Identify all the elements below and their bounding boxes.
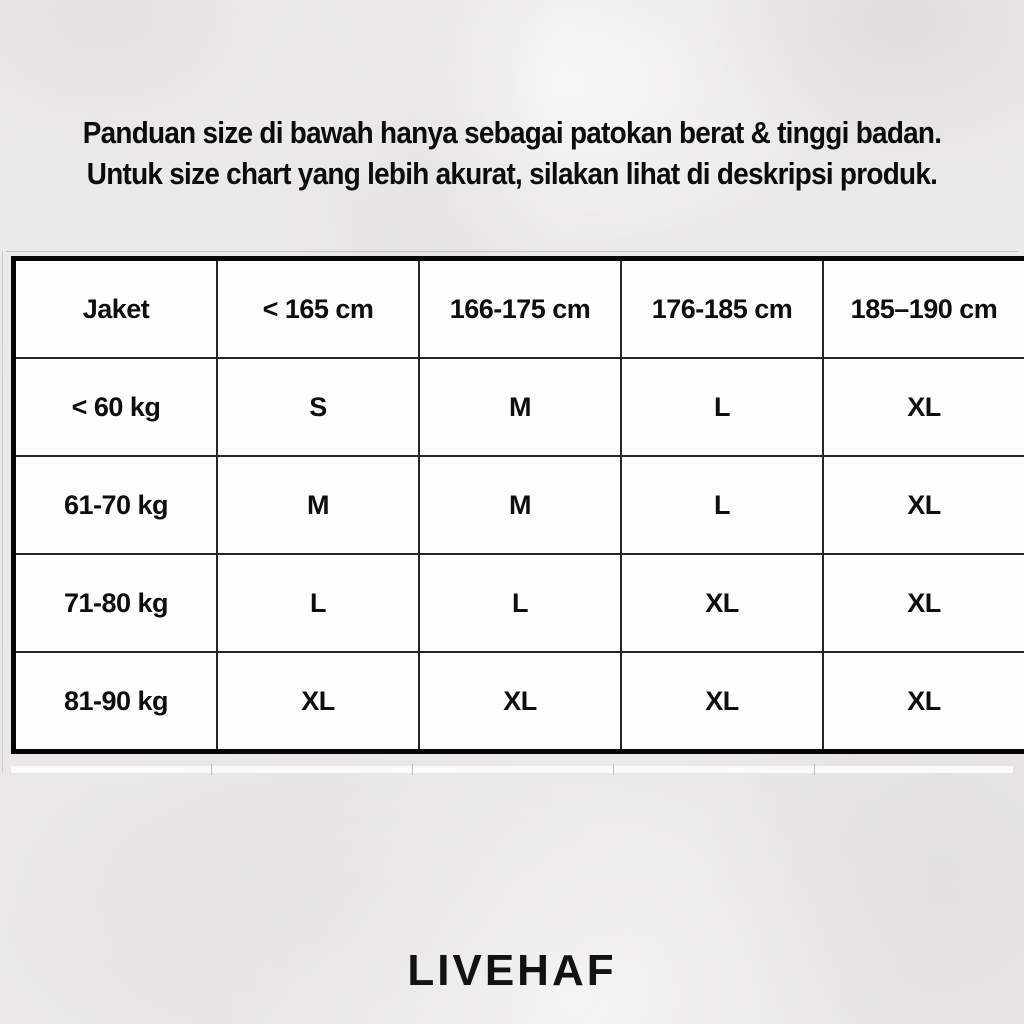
brand-logo-text: LIVEHAF: [407, 946, 617, 995]
notice-line-1: Panduan size di bawah hanya sebagai patokan berat & tinggi badan.: [82, 115, 942, 150]
size-chart-table: [11, 256, 1024, 754]
header-cell-height-2: 166-175 cm: [419, 259, 621, 359]
row-label-weight: < 60 kg: [14, 358, 218, 456]
size-cell: XL: [621, 652, 823, 752]
header-cell-jaket: Jaket: [14, 259, 218, 359]
size-cell: M: [419, 358, 621, 456]
size-cell: XL: [823, 358, 1024, 456]
header-cell-height-4: 185–190 cm: [823, 259, 1024, 359]
table-row: [14, 358, 1024, 456]
size-cell: L: [621, 456, 823, 554]
header-cell-height-1: < 165 cm: [217, 259, 419, 359]
size-cell: XL: [823, 554, 1024, 652]
size-cell: XL: [823, 456, 1024, 554]
size-cell: XL: [217, 652, 419, 752]
row-label-weight: 81-90 kg: [14, 652, 218, 752]
gridline-tick: [211, 764, 212, 775]
table-row: [14, 554, 1024, 652]
size-cell: M: [217, 456, 419, 554]
size-cell: L: [621, 358, 823, 456]
size-cell: S: [217, 358, 419, 456]
row-label-weight: 71-80 kg: [14, 554, 218, 652]
size-cell: L: [419, 554, 621, 652]
size-cell: L: [217, 554, 419, 652]
size-cell: XL: [823, 652, 1024, 752]
gridline-tick: [814, 764, 815, 775]
gridline-remnant-top: [6, 251, 1018, 252]
notice-text: [51, 112, 973, 194]
size-cell: XL: [419, 652, 621, 752]
gridline-tick: [613, 764, 614, 775]
table-row: [14, 652, 1024, 752]
table-header-row: [14, 259, 1024, 359]
gridline-remnant-left: [2, 251, 3, 773]
gridline-remnant-bottom: [11, 766, 1013, 773]
size-cell: M: [419, 456, 621, 554]
header-cell-height-3: 176-185 cm: [621, 259, 823, 359]
gridline-tick: [412, 764, 413, 775]
table-row: [14, 456, 1024, 554]
row-label-weight: 61-70 kg: [14, 456, 218, 554]
size-cell: XL: [621, 554, 823, 652]
notice-line-2: Untuk size chart yang lebih akurat, silakan lihat di deskripsi produk.: [86, 156, 938, 191]
